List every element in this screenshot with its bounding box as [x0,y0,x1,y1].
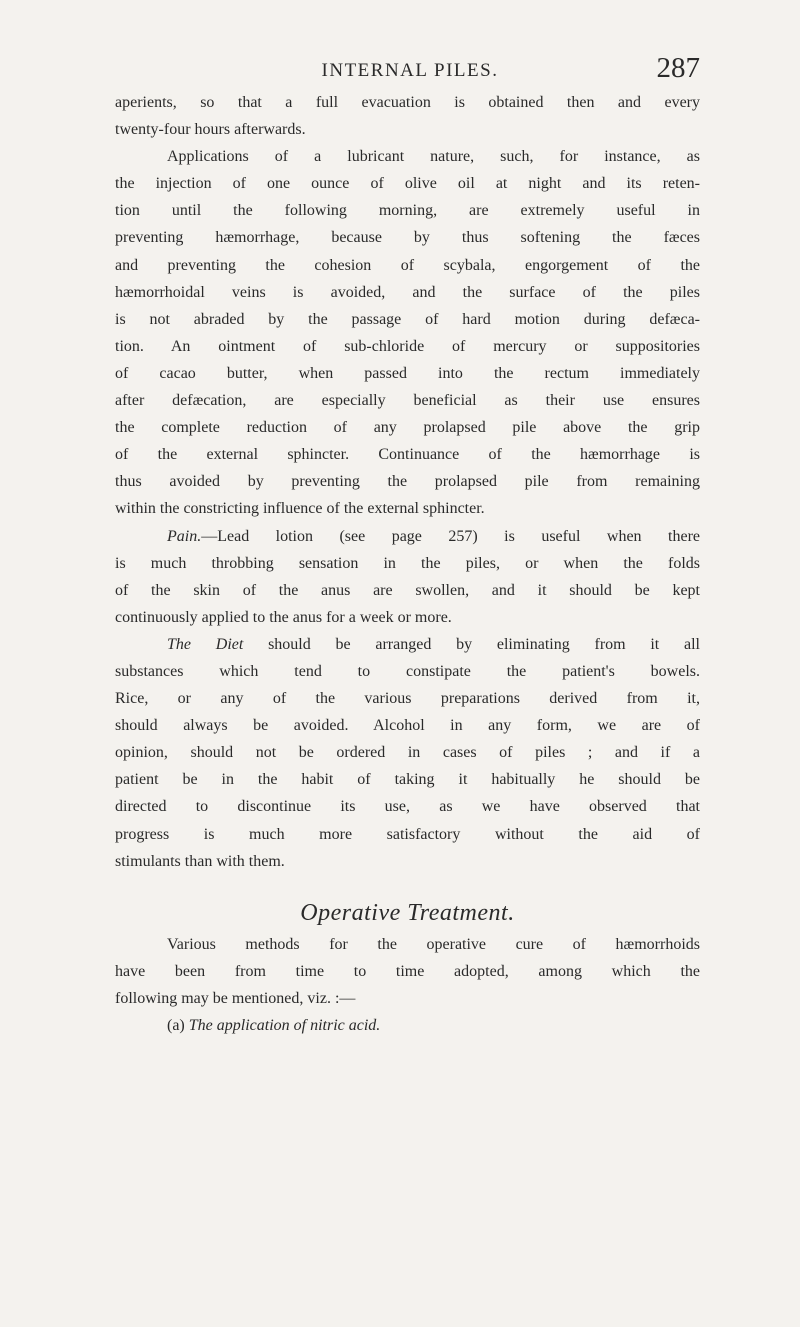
text-line: of the skin of the anus are swollen, and it should be kept [115,581,700,599]
text-line: directed to discontinue its use, as we have observed that [115,798,700,816]
running-title: INTERNAL PILES. [321,60,499,81]
diet-text: should be arranged by eliminating from it all [243,635,700,653]
text-line: Applications of a lubricant nature, such, for instance, as [167,148,700,166]
text-line: the complete reduction of any prolapsed pile above the grip [115,419,700,437]
text-line: Rice, or any of the various preparations derived from it, [115,690,700,708]
text-line: have been from time to time adopted, among which the [115,962,700,980]
text-line: continuously applied to the anus for a week or more. [115,608,452,626]
text-line: tion until the following morning, are extremely useful in [115,202,700,220]
pain-label: Pain. [167,527,202,545]
text-line: aperients, so that a full evacuation is obtained then and every [115,94,700,111]
body-text [115,94,700,1044]
section-heading: Operative Treatment. [300,899,515,926]
text-line: substances which tend to constipate the patient's bowels. [115,662,700,680]
list-item-text: The application of nitric acid. [188,1017,381,1034]
text-line: opinion, should not be ordered in cases of piles ; and if a [115,744,700,762]
text-line: hæmorrhoidal veins is avoided, and the surface of the piles [115,283,700,301]
text-line: should always be avoided. Alcohol in any form, we are of [115,717,700,735]
text-line: patient be in the habit of taking it habitually he should be [115,771,700,789]
text-line: is much throbbing sensation in the piles, or when the folds [115,554,700,572]
text-line: thus avoided by preventing the prolapsed pile from remaining [115,473,700,491]
diet-label: The Diet [167,635,244,653]
text-line: stimulants than with them. [115,852,285,870]
text-line: is not abraded by the passage of hard motion during defæca- [115,310,700,328]
list-item-a [115,1017,700,1044]
page-number: 287 [656,52,700,84]
text-line: and preventing the cohesion of scybala, engorgement of the [115,256,700,274]
text-line: preventing hæmorrhage, because by thus softening the fæces [115,229,700,247]
list-marker: (a) [167,1017,185,1034]
text-line: of cacao butter, when passed into the rectum immediately [115,364,700,382]
text-line: of the external sphincter. Continuance of the hæmorrhage is [115,446,700,464]
text-line: Various methods for the operative cure of hæmorrhoids [167,935,700,953]
running-head [120,52,700,86]
text-line: tion. An ointment of sub-chloride of mercury or suppositories [115,337,700,355]
pain-text: —Lead lotion (see page 257) is useful when there [201,527,700,545]
text-line: twenty-four hours afterwards. [115,121,306,139]
pain-first-line [115,528,700,555]
text-line: the injection of one ounce of olive oil at night and its reten- [115,175,700,193]
text-line: after defæcation, are especially beneficial as their use ensures [115,392,700,410]
text-line: within the constricting influence of the external sphincter. [115,500,485,518]
text-line: following may be mentioned, viz. :— [115,989,356,1007]
text-line: progress is much more satisfactory without the aid of [115,825,700,843]
diet-first-line [115,636,700,663]
